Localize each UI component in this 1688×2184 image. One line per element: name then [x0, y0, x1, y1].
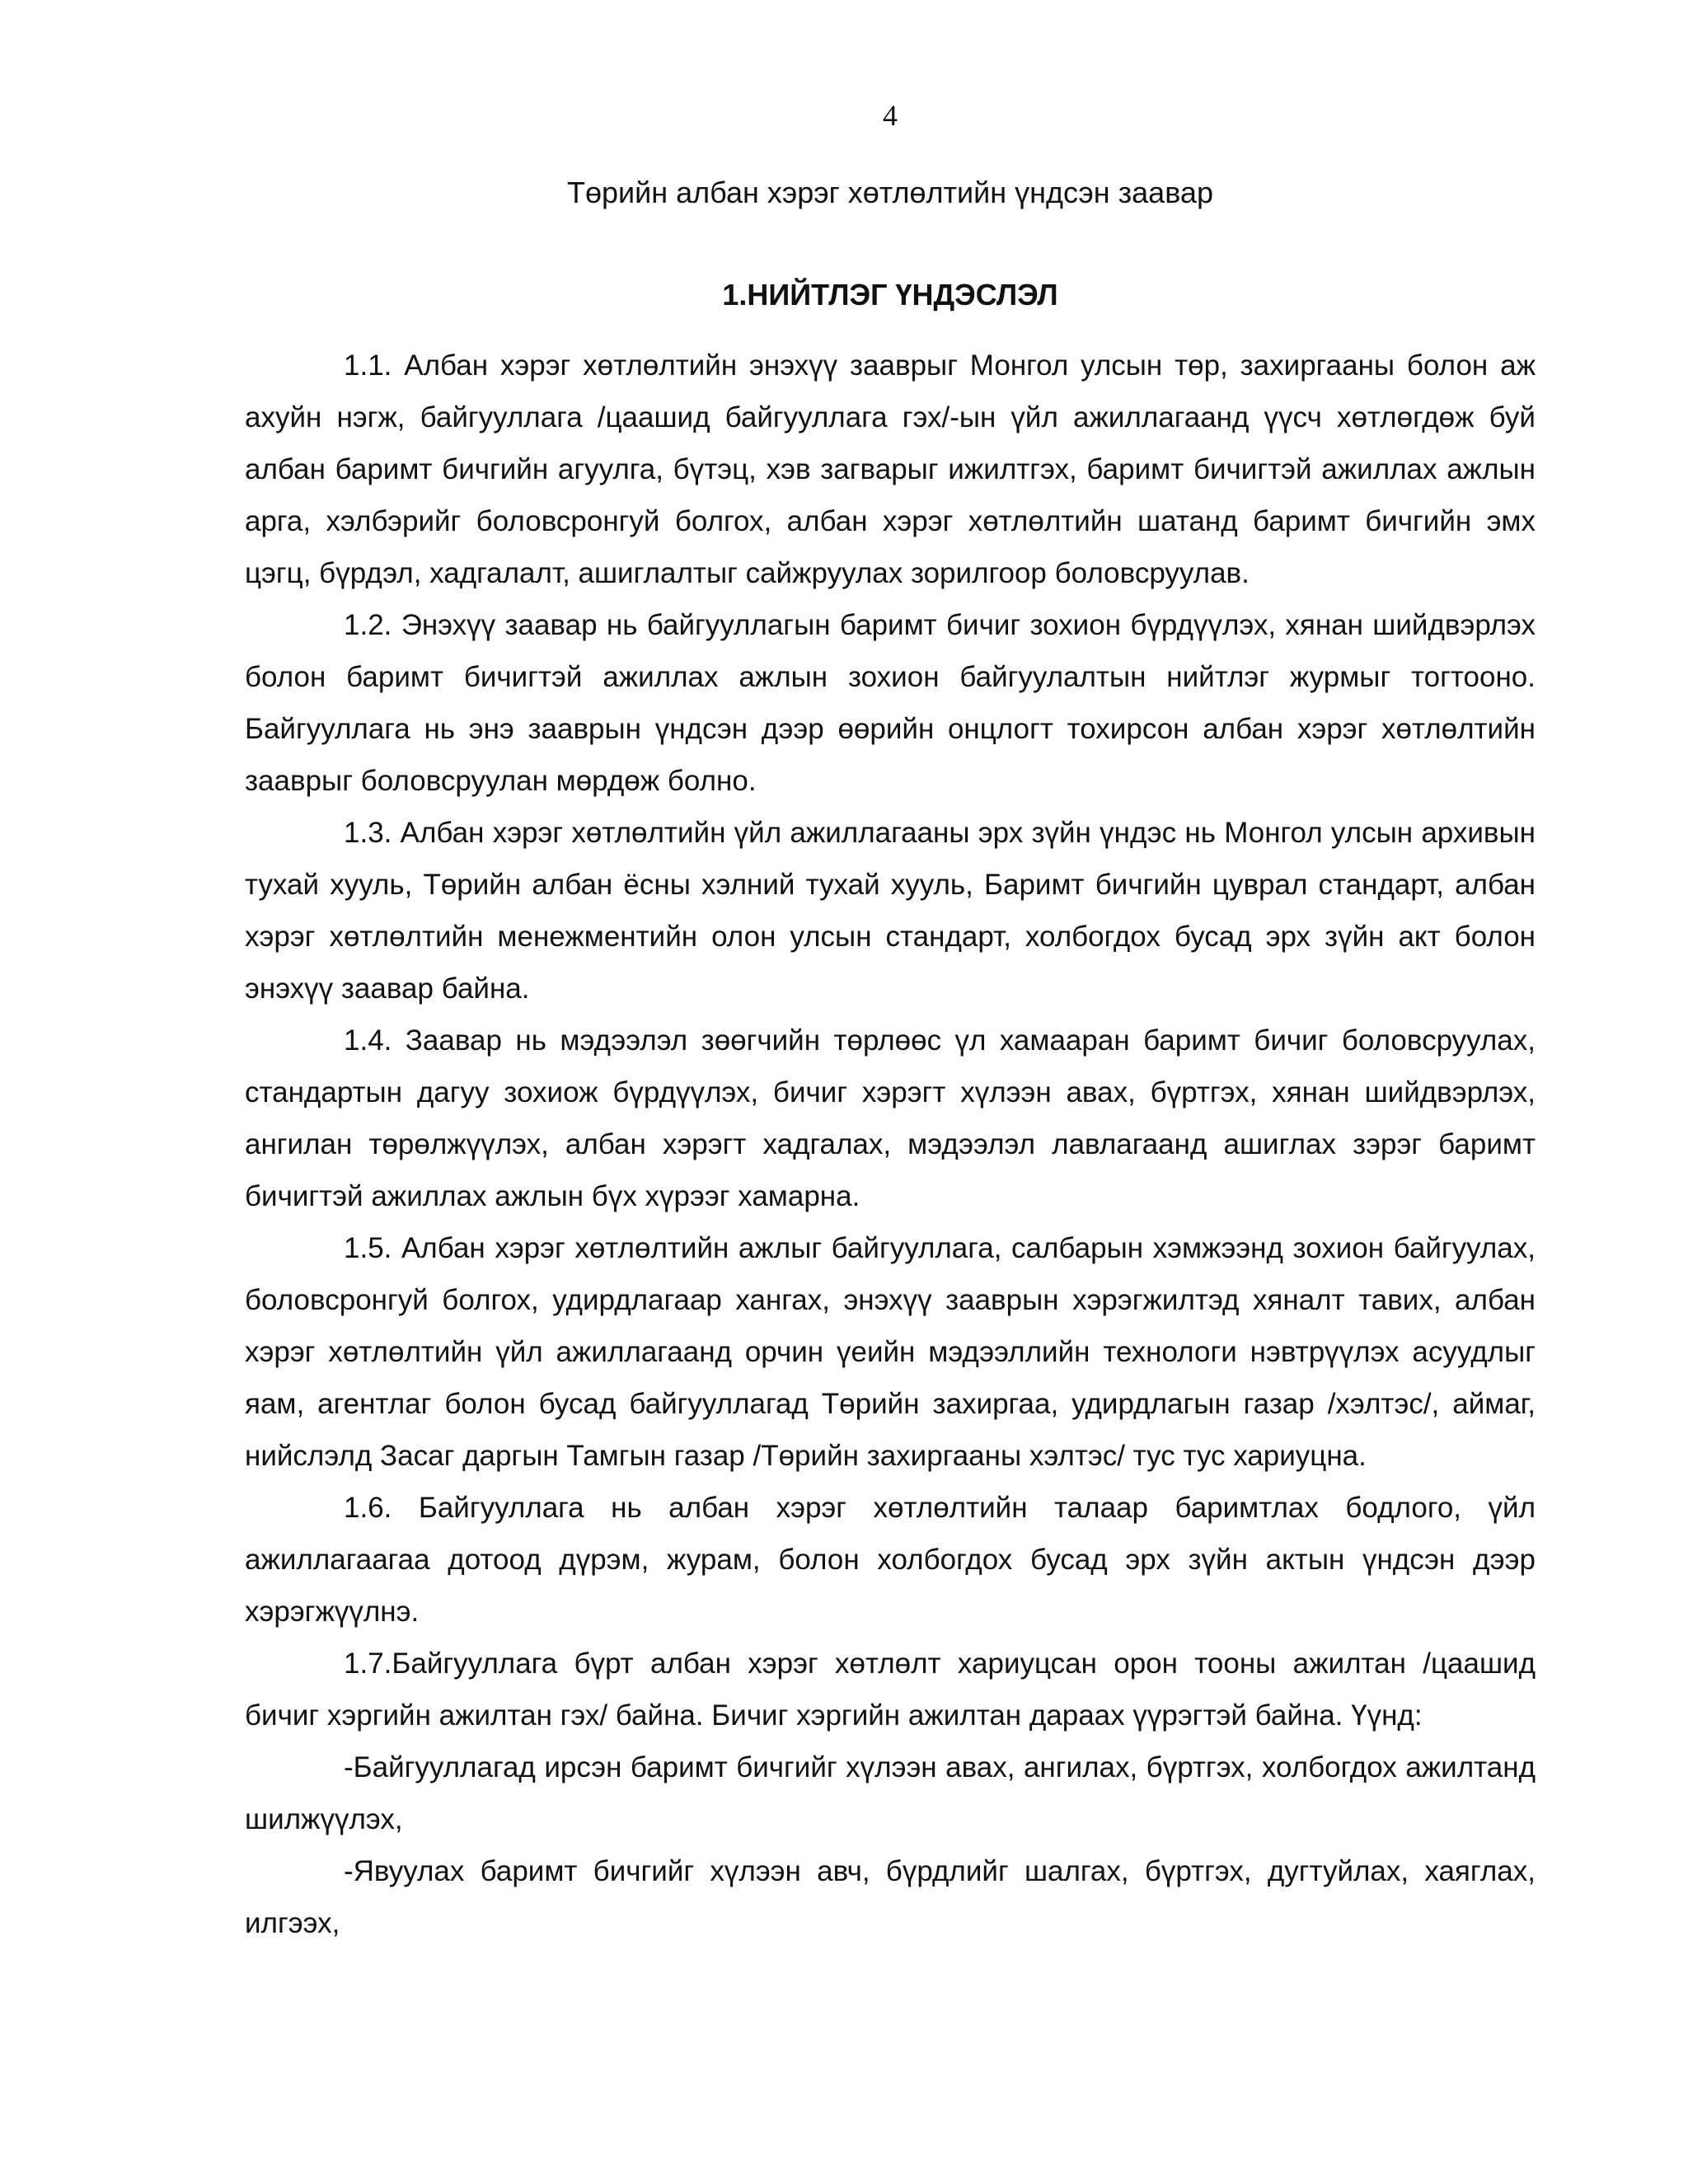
paragraph-1-6: 1.6. Байгууллага нь албан хэрэг хөтлөлтийн талаар баримтлах бодлого, үйл ажиллагаагаа дотоод дүрэм, журам, болон холбогдох бусад эрх зүйн актын үндсэн дээр хэрэгжүүлнэ. — [245, 1492, 1536, 1628]
paragraph-1-3: 1.3. Албан хэрэг хөтлөлтийн үйл ажиллагааны эрх зүйн үндэс нь Монгол улсын архивын тухай хууль, Төрийн албан ёсны хэлний тухай хууль, Баримт бичгийн цуврал стандарт, албан хэрэг хөтлөлтийн менежментийн олон улсын стандарт, холбогдох бусад эрх зүйн акт болон энэхүү заавар байна. — [245, 817, 1536, 1005]
document-body — [245, 340, 1536, 1949]
paragraph-1-4: 1.4. Заавар нь мэдээлэл зөөгчийн төрлөөс үл хамааран баримт бичиг боловсруулах, стандартын дагуу зохиож бүрдүүлэх, бичиг хэрэгт хүлээн авах, бүртгэх, хянан шийдвэрлэх, ангилан төрөлжүүлэх, албан хэрэгт хадгалах, мэдээлэл лавлагаанд ашиглах зэрэг баримт бичигтэй ажиллах ажлын бүх хүрээг хамарна. — [245, 1024, 1536, 1212]
document-title: Төрийн албан хэрэг хөтлөлтийн үндсэн заавар — [567, 176, 1213, 209]
paragraph-1-7: 1.7.Байгууллага бүрт албан хэрэг хөтлөлт хариуцсан орон тооны ажилтан /цаашид бичиг хэргийн ажилтан гэх/ байна. Бичиг хэргийн ажилтан дараах үүрэгтэй байна. Үүнд: — [245, 1647, 1536, 1732]
section-heading: 1.НИЙТЛЭГ ҮНДЭСЛЭЛ — [722, 278, 1058, 312]
paragraph-1-2: 1.2. Энэхүү заавар нь байгууллагын баримт бичиг зохион бүрдүүлэх, хянан шийдвэрлэх болон баримт бичигтэй ажиллах ажлын зохион байгуулалтын нийтлэг журмыг тогтооно. Байгууллага нь энэ зааврын үндсэн дээр өөрийн онцлогт тохирсон албан хэрэг хөтлөлтийн зааврыг боловсруулан мөрдөж болно. — [245, 609, 1536, 797]
paragraph-1-5: 1.5. Албан хэрэг хөтлөлтийн ажлыг байгууллага, салбарын хэмжээнд зохион байгуулах, боловсронгуй болгох, удирдлагаар хангах, энэхүү зааврын хэрэгжилтэд хяналт тавих, албан хэрэг хөтлөлтийн үйл ажиллагаанд орчин үеийн мэдээллийн технологи нэвтрүүлэх асуудлыг яам, агентлаг болон бусад байгууллагад Төрийн захиргаа, удирдлагын газар /хэлтэс/, аймаг, нийслэлд Засаг даргын Тамгын газар /Төрийн захиргааны хэлтэс/ тус тус хариуцна. — [245, 1232, 1536, 1472]
list-item-incoming-documents: -Байгууллагад ирсэн баримт бичгийг хүлээн авах, ангилах, бүртгэх, холбогдох ажилтанд шилжүүлэх, — [245, 1751, 1536, 1835]
paragraph-1-1: 1.1. Албан хэрэг хөтлөлтийн энэхүү зааврыг Монгол улсын төр, захиргааны болон аж ахуйн нэгж, байгууллага /цаашид байгууллага гэх/-ын үйл ажиллагаанд үүсч хөтлөгдөж буй албан баримт бичгийн агуулга, бүтэц, хэв загварыг ижилтгэх, баримт бичигтэй ажиллах ажлын арга, хэлбэрийг боловсронгуй болгох, албан хэрэг хөтлөлтийн шатанд баримт бичгийн эмх цэгц, бүрдэл, хадгалалт, ашиглалтыг сайжруулах зорилгоор боловсруулав. — [245, 349, 1536, 589]
page-number: 4 — [883, 99, 898, 132]
list-item-outgoing-documents: -Явуулах баримт бичгийг хүлээн авч, бүрдлийг шалгах, бүртгэх, дугтуйлах, хаяглах, илгээх, — [245, 1855, 1536, 1939]
